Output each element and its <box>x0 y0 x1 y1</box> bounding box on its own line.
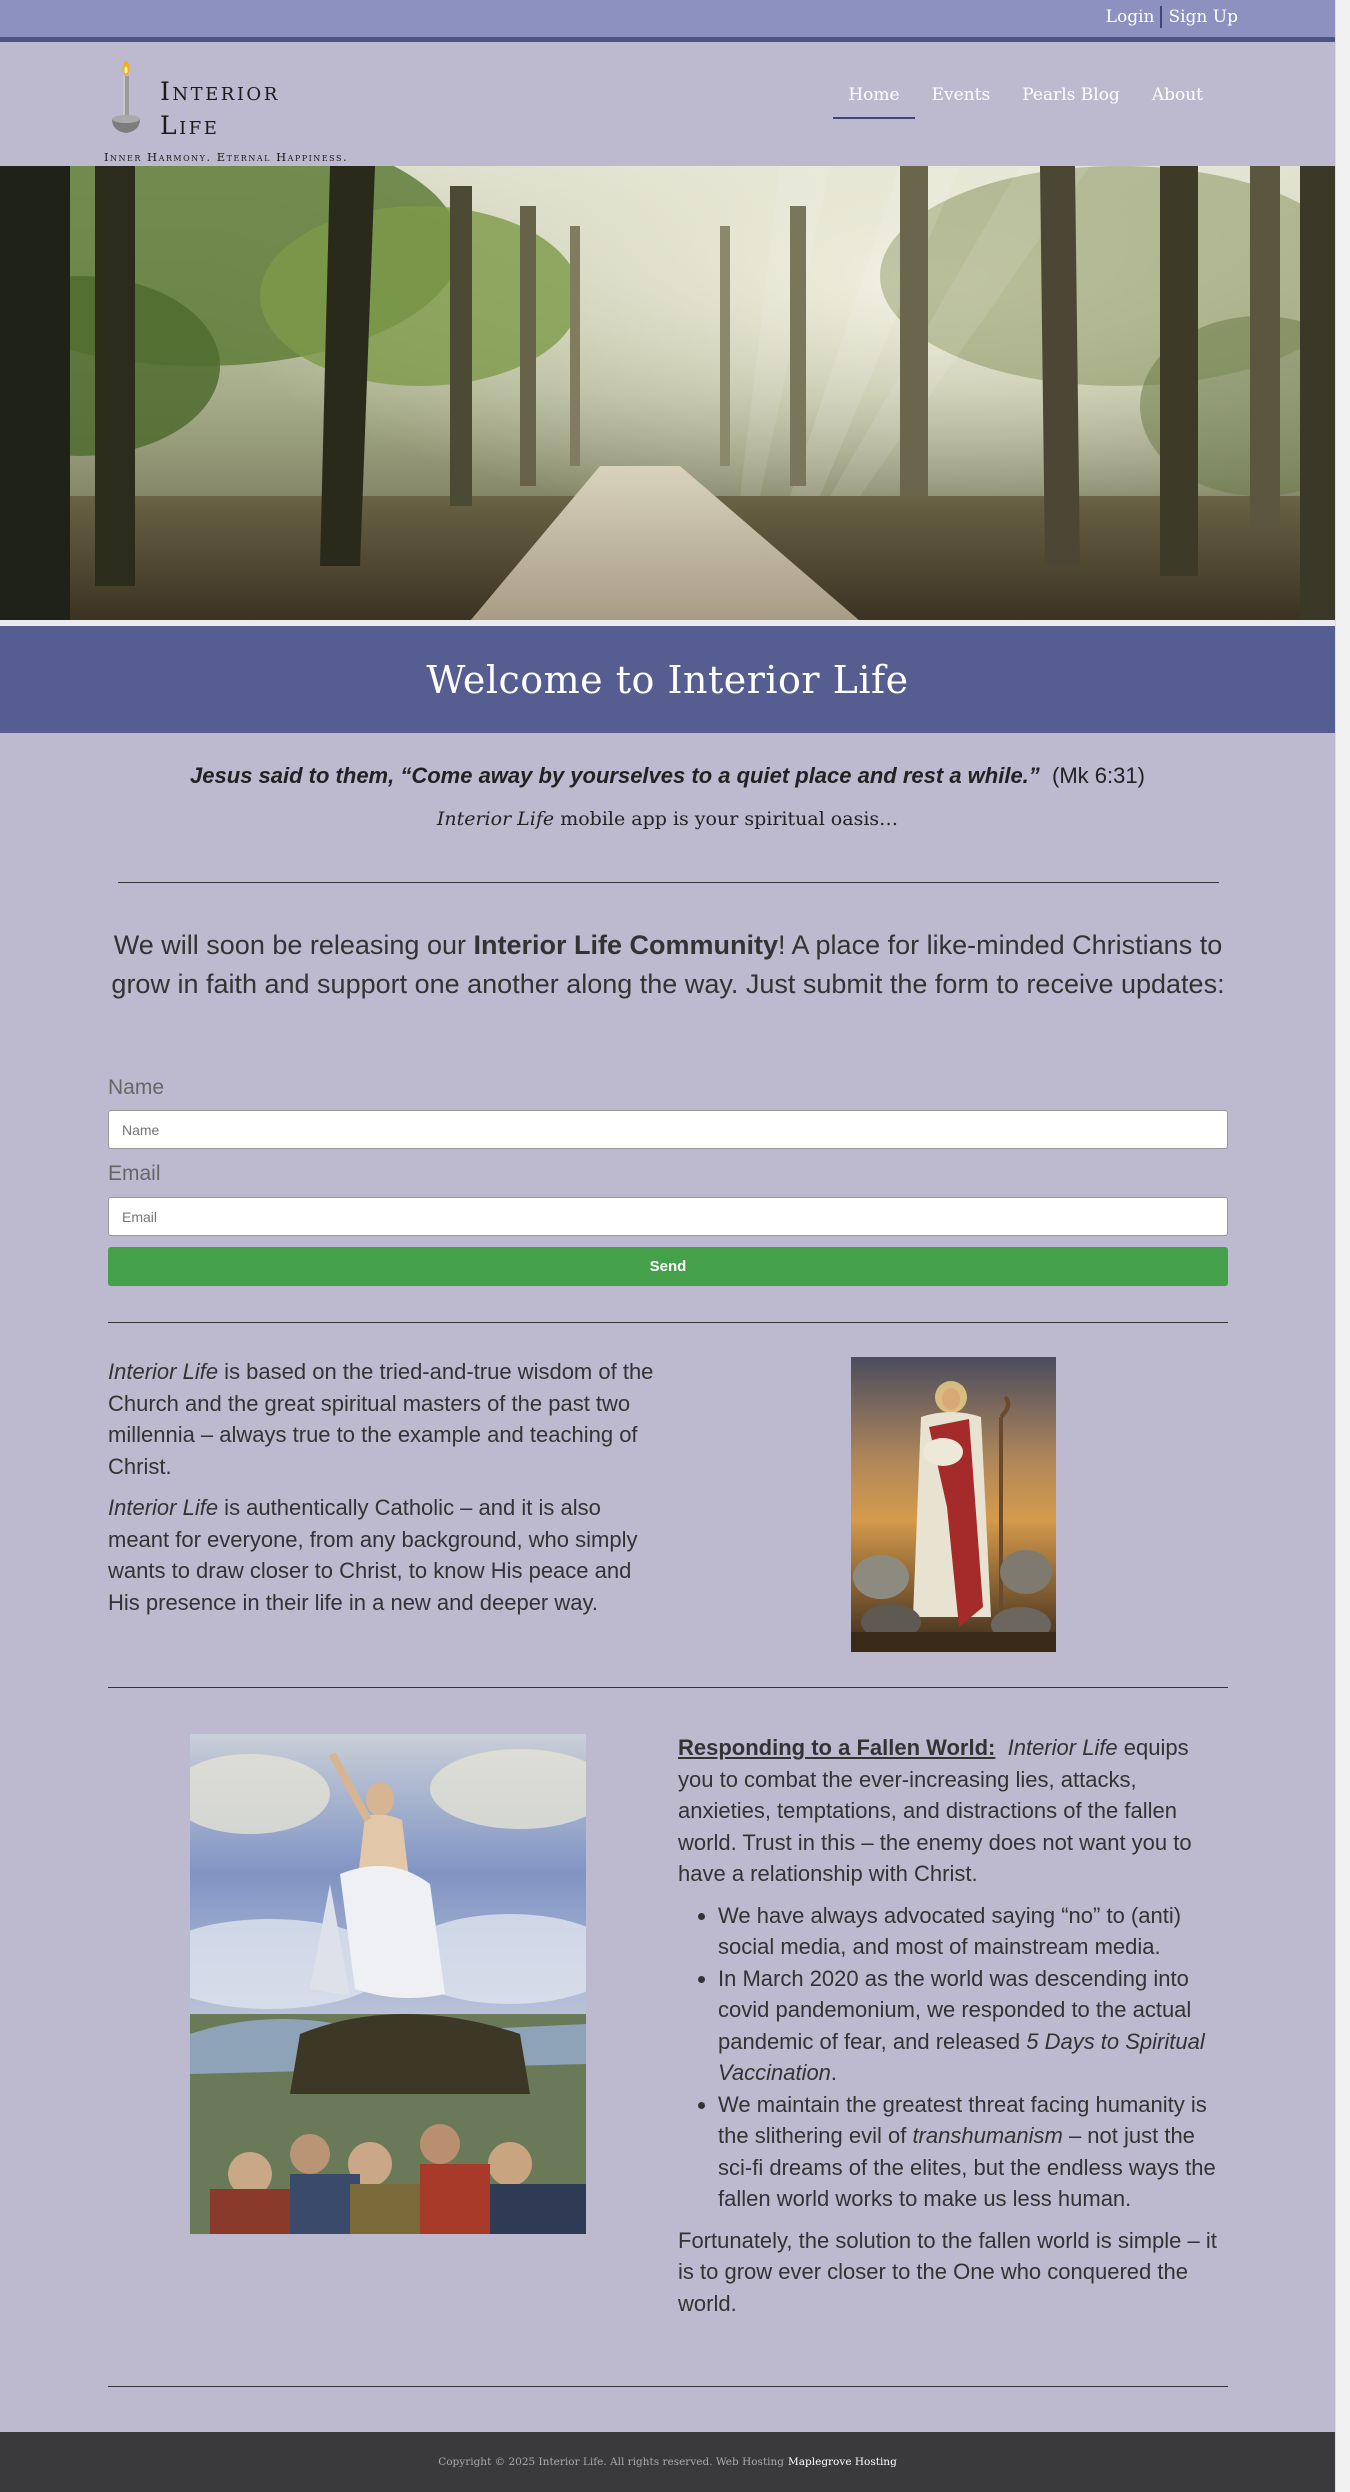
fallen-list <box>718 1900 1228 2215</box>
login-link[interactable]: Login <box>1105 7 1155 27</box>
candle-logo-icon <box>108 61 144 139</box>
about-paragraph-2 <box>108 1492 658 1618</box>
page-scrollbar[interactable] <box>1335 0 1350 2492</box>
fallen-bullet-2 <box>718 1963 1228 2089</box>
quote-text: Jesus said to them, “Come away by yourselves to a quiet place and rest a while.” <box>190 763 1040 788</box>
about-p1-text: is based on the tried-and-true wisdom of the Church and the great spiritual masters of the past two millennia – always true to the example and teaching of Christ. <box>108 1359 654 1479</box>
name-label: Name <box>108 1076 165 1099</box>
fallen-bullet-3 <box>718 2089 1228 2215</box>
fallen-b2-pre: In March 2020 as the world was descending into covid pandemonium, we responded to the actual pandemic of fear, and released <box>718 1965 1192 2054</box>
fallen-heading: Responding to a Fallen World: <box>678 1735 996 1760</box>
fallen-b3-pre: We maintain the greatest threat facing humanity is the slithering evil of <box>718 2091 1207 2148</box>
fallen-b3-post: – not just the sci-fi dreams of the elites, but the endless ways the fallen world works to make us less human. <box>718 2123 1216 2211</box>
section-divider <box>108 1687 1228 1688</box>
nav-pearls-blog[interactable]: Pearls Blog <box>1022 85 1120 105</box>
section-divider <box>108 1322 1228 1323</box>
name-input[interactable] <box>108 1110 1228 1149</box>
about-brand: Interior Life <box>108 1495 219 1520</box>
welcome-banner <box>0 626 1335 733</box>
nav-home[interactable]: Home <box>833 85 914 119</box>
about-p2-text: is authentically Catholic – and it is also meant for everyone, from any background, who simply wants to draw closer to Christ, to know His peace and His presence in their life in a new and deeper way. <box>108 1495 638 1615</box>
oasis-tagline <box>0 808 1335 830</box>
about-brand: Interior Life <box>108 1359 219 1384</box>
fallen-b2-title: 5 Days to Spiritual Vaccination <box>718 2028 1205 2085</box>
copyright-text: Copyright © 2025 Interior Life. All rights reserved. Web Hosting <box>438 2456 785 2468</box>
hosting-link[interactable]: Maplegrove Hosting <box>788 2456 897 2468</box>
logo-tagline: Inner Harmony. Eternal Happiness. <box>104 150 349 164</box>
welcome-title: Welcome to Interior Life <box>426 657 909 702</box>
quote-reference: (Mk 6:31) <box>1052 763 1145 788</box>
fallen-bullet-1: • We have always advocated saying “no” to (anti) social media, and most of mainstream media. <box>718 1900 1228 1963</box>
section-divider <box>108 2386 1228 2387</box>
oasis-text: mobile app is your spiritual oasis… <box>554 808 899 830</box>
good-shepherd-painting <box>851 1357 1056 1652</box>
nav-about[interactable]: About <box>1151 85 1203 105</box>
nav-events[interactable]: Events <box>931 85 991 105</box>
email-input[interactable] <box>108 1197 1228 1236</box>
site-header <box>0 47 1335 166</box>
top-bar <box>0 0 1335 42</box>
logo-line-1: Interior <box>160 77 280 106</box>
oasis-brand: Interior Life <box>436 808 555 830</box>
email-label: Email <box>108 1162 161 1185</box>
send-button[interactable]: Send <box>108 1247 1228 1286</box>
about-paragraph-1 <box>108 1356 658 1482</box>
fallen-brand: Interior Life <box>1007 1735 1118 1760</box>
fallen-closing: Fortunately, the solution to the fallen world is simple – it is to grow ever closer to the One who conquered the world. <box>678 2227 1217 2316</box>
ascension-painting <box>190 1734 586 2234</box>
announce-post: ! A place for like-minded Christians to grow in faith and support one another along the way. Just submit the form to receive updates: <box>111 930 1225 999</box>
link-divider <box>1160 6 1162 28</box>
account-links <box>1106 6 1238 28</box>
about-text <box>108 1356 658 1628</box>
announce-pre: We will soon be releasing our <box>113 930 474 960</box>
scripture-quote <box>0 763 1335 789</box>
signup-link[interactable]: Sign Up <box>1168 7 1238 27</box>
hero-forest-image <box>0 166 1335 621</box>
site-logo[interactable] <box>104 61 364 164</box>
fallen-intro-text: equips you to combat the ever-increasing lies, attacks, anxieties, temptations, and distractions of the fallen world. Trust in this – the enemy does not want you to have a relationship with Christ. <box>678 1735 1192 1886</box>
fallen-intro <box>678 1732 1228 1890</box>
fallen-b2-post: . <box>830 2060 838 2085</box>
section-divider <box>118 882 1219 883</box>
logo-line-2: Life <box>160 111 220 140</box>
logo-title <box>160 75 280 143</box>
announce-bold: Interior Life Community <box>473 930 778 960</box>
fallen-world-section <box>678 1732 1228 2329</box>
fallen-b3-term: transhumanism <box>912 2123 1063 2148</box>
main-nav <box>831 85 1218 119</box>
community-announcement <box>108 926 1228 1004</box>
site-footer <box>0 2432 1335 2492</box>
